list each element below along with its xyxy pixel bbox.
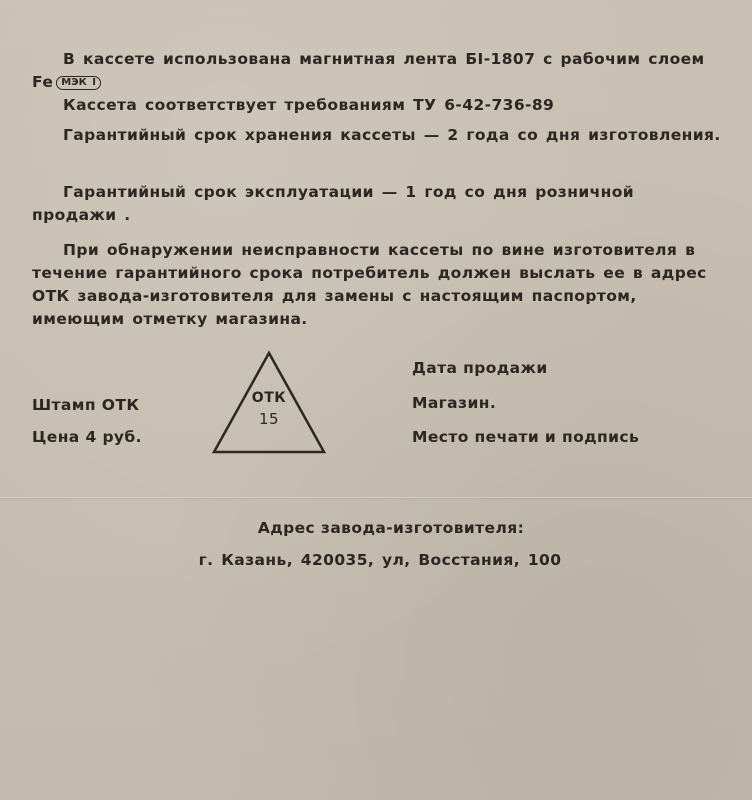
tape-info-text: В кассете использована магнитная лента БI-1807 с рабочим слоем Fe <box>32 50 705 91</box>
usage-warranty-text: Гарантийный срок эксплуатации — 1 год со дня розничной продажи . <box>32 183 635 224</box>
storage-warranty-text: Гарантийный срок хранения кассеты — 2 года со дня изготовления. <box>63 126 721 144</box>
shop-label: Магазин. <box>412 394 497 412</box>
manufacturer-address-title: Адрес завода-изготовителя: <box>257 519 525 537</box>
standard-paragraph <box>32 94 722 117</box>
tape-info-paragraph <box>32 48 722 94</box>
defect-text: При обнаружении неисправности кассеты по вине изготовителя в течение гарантийного срока потребитель должен выслать ее в адрес ОТК завода-изготовителя для замены с настоящим паспортом, имеющим отметку магазина. <box>32 241 707 328</box>
usage-warranty-paragraph <box>32 181 722 227</box>
standard-text: Кассета соответствует требованиям ТУ 6-42-736-89 <box>63 96 555 114</box>
qc-stamp-label: Штамп ОТК <box>32 396 140 414</box>
seal-signature-label: Место печати и подпись <box>412 428 640 446</box>
manufacturer-address: г. Казань, 420035, ул, Восстания, 100 <box>198 551 562 569</box>
sale-date-label: Дата продажи <box>412 359 548 377</box>
stamp-number: 15 <box>258 410 280 428</box>
stamp-title: ОТК <box>251 390 287 406</box>
otk-stamp <box>211 350 327 456</box>
price-label: Цена 4 руб. <box>32 428 142 446</box>
iec-type-badge: МЭК I <box>56 76 101 90</box>
storage-warranty-paragraph <box>32 124 722 147</box>
defect-paragraph <box>32 239 722 331</box>
fold-line-shadow <box>0 498 752 499</box>
